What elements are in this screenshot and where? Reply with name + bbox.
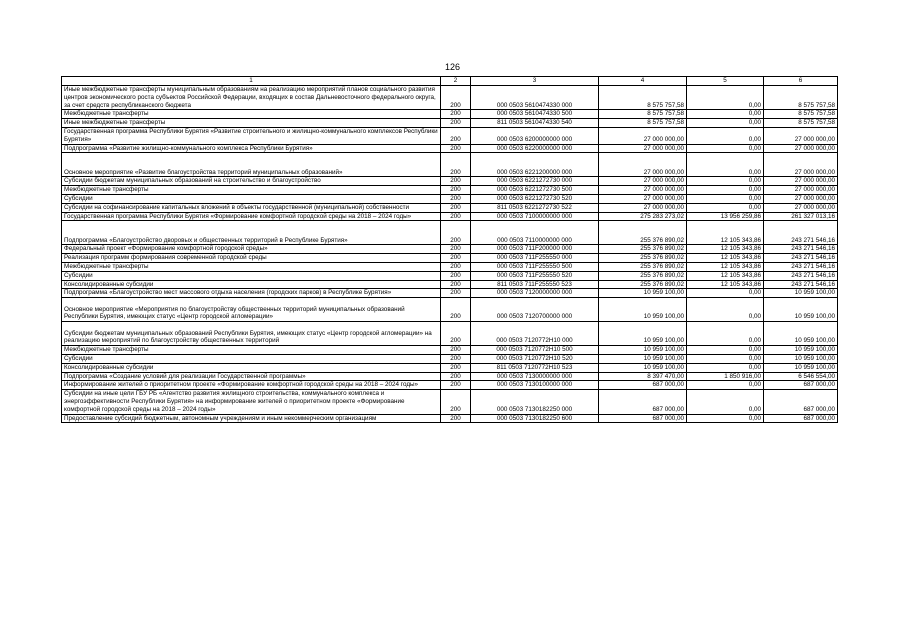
row-remaining-amount: 8 575 757,58 — [764, 110, 838, 119]
table-row — [62, 372, 838, 381]
row-admin-code: 200 — [441, 381, 471, 390]
row-name: Подпрограмма «Благоустройство мест массового отдыха населения (городских парков) в Республике Бурятия» — [62, 289, 441, 298]
row-budget-code: 000 0503 7130182250 600 — [471, 414, 599, 423]
row-remaining-amount: 10 959 100,00 — [764, 354, 838, 363]
row-budget-code: 000 0503 711F255550 500 — [471, 262, 599, 271]
row-admin-code: 200 — [441, 194, 471, 203]
column-header-2: 2 — [441, 77, 471, 86]
budget-table — [61, 76, 838, 423]
row-admin-code: 200 — [441, 245, 471, 254]
row-approved-amount: 255 376 890,02 — [599, 254, 687, 263]
row-approved-amount: 27 000 000,00 — [599, 186, 687, 195]
row-approved-amount: 10 959 100,00 — [599, 346, 687, 355]
row-executed-amount: 0,00 — [687, 354, 764, 363]
row-name: Межбюджетные трансферты — [62, 186, 441, 195]
row-name: Межбюджетные трансферты — [62, 110, 441, 119]
row-admin-code: 200 — [441, 414, 471, 423]
row-approved-amount: 687 000,00 — [599, 414, 687, 423]
row-name: Информирование жителей о приоритетном проекте «Формирование комфортной городской среды на 2018 – 2024 годы» — [62, 381, 441, 390]
row-admin-code: 200 — [441, 372, 471, 381]
row-executed-amount: 0,00 — [687, 144, 764, 153]
table-row — [62, 322, 838, 346]
row-remaining-amount: 10 959 100,00 — [764, 289, 838, 298]
row-name: Консолидированные субсидии — [62, 280, 441, 289]
row-remaining-amount: 27 000 000,00 — [764, 127, 838, 144]
table-body — [62, 86, 838, 423]
row-budget-code: 000 0503 6221200000 000 — [471, 153, 599, 177]
row-executed-amount: 12 105 343,86 — [687, 271, 764, 280]
row-executed-amount: 12 105 343,86 — [687, 262, 764, 271]
row-budget-code: 000 0503 6221272730 500 — [471, 186, 599, 195]
row-budget-code: 811 0503 6221272730 522 — [471, 203, 599, 212]
row-remaining-amount: 687 000,00 — [764, 381, 838, 390]
row-executed-amount: 0,00 — [687, 186, 764, 195]
row-approved-amount: 10 959 100,00 — [599, 363, 687, 372]
row-approved-amount: 687 000,00 — [599, 381, 687, 390]
table-row — [62, 346, 838, 355]
row-executed-amount: 0,00 — [687, 194, 764, 203]
row-remaining-amount: 687 000,00 — [764, 390, 838, 414]
row-executed-amount: 12 105 343,86 — [687, 245, 764, 254]
row-remaining-amount: 243 271 546,16 — [764, 262, 838, 271]
row-executed-amount: 13 956 259,86 — [687, 212, 764, 221]
row-executed-amount: 0,00 — [687, 390, 764, 414]
row-approved-amount: 27 000 000,00 — [599, 177, 687, 186]
table-row — [62, 177, 838, 186]
row-approved-amount: 8 397 470,00 — [599, 372, 687, 381]
row-budget-code: 811 0503 7120772H10 523 — [471, 363, 599, 372]
row-name: Государственная программа Республики Бурятия «Развитие строительного и жилищно-коммунального комплексов Республики Бурятия» — [62, 127, 441, 144]
row-executed-amount: 0,00 — [687, 346, 764, 355]
row-name: Реализация программ формирования современной городской среды — [62, 254, 441, 263]
row-remaining-amount: 10 959 100,00 — [764, 322, 838, 346]
row-admin-code: 200 — [441, 186, 471, 195]
row-remaining-amount: 27 000 000,00 — [764, 177, 838, 186]
row-remaining-amount: 8 575 757,58 — [764, 86, 838, 110]
row-executed-amount: 0,00 — [687, 127, 764, 144]
row-approved-amount: 255 376 890,02 — [599, 262, 687, 271]
table-row — [62, 194, 838, 203]
row-name: Консолидированные субсидии — [62, 363, 441, 372]
row-admin-code: 200 — [441, 262, 471, 271]
row-remaining-amount: 27 000 000,00 — [764, 194, 838, 203]
row-remaining-amount: 243 271 546,16 — [764, 221, 838, 245]
row-executed-amount: 12 105 343,86 — [687, 280, 764, 289]
row-executed-amount: 12 105 343,86 — [687, 254, 764, 263]
row-name: Субсидии на иные цели ГБУ РБ «Агентство развития жилищного строительства, коммунального комплекса и энергоэффективности Республики Бурятия» на информирование жителей о приоритетном проекте «Формирование комфортной городской среды на 2018 – 2024 годы» — [62, 390, 441, 414]
row-admin-code: 200 — [441, 289, 471, 298]
table-row — [62, 245, 838, 254]
row-name: Субсидии бюджетам муниципальных образований Республики Бурятия, имеющих статус «Центр городской агломерации» на реализацию мероприятий по благоустройству общественных территорий — [62, 322, 441, 346]
row-budget-code: 000 0503 7120772H10 520 — [471, 354, 599, 363]
row-remaining-amount: 687 000,00 — [764, 414, 838, 423]
row-remaining-amount: 243 271 546,16 — [764, 271, 838, 280]
row-name: Подпрограмма «Благоустройство дворовых и общественных территорий в Республике Бурятия» — [62, 221, 441, 245]
row-executed-amount: 0,00 — [687, 86, 764, 110]
row-name: Иные межбюджетные трансферты муниципальным образованиям на реализацию мероприятий планов социального развития центров экономического роста субъектов Российской Федерации, входящих в состав Дальневосточного федерального округа, за счет средств республиканского бюджета — [62, 86, 441, 110]
row-executed-amount: 12 105 343,86 — [687, 221, 764, 245]
table-row — [62, 144, 838, 153]
row-approved-amount: 8 575 757,58 — [599, 86, 687, 110]
table-row — [62, 280, 838, 289]
row-name: Межбюджетные трансферты — [62, 346, 441, 355]
row-budget-code: 000 0503 6221272730 520 — [471, 194, 599, 203]
row-admin-code: 200 — [441, 254, 471, 263]
table-row — [62, 127, 838, 144]
row-budget-code: 000 0503 7130000000 000 — [471, 372, 599, 381]
row-approved-amount: 27 000 000,00 — [599, 153, 687, 177]
row-approved-amount: 275 283 273,02 — [599, 212, 687, 221]
row-executed-amount: 0,00 — [687, 110, 764, 119]
table-row — [62, 119, 838, 128]
table-row — [62, 153, 838, 177]
table-row — [62, 110, 838, 119]
row-name: Основное мероприятие «Развитие благоустройства территорий муниципальных образований» — [62, 153, 441, 177]
row-approved-amount: 255 376 890,02 — [599, 245, 687, 254]
row-admin-code: 200 — [441, 271, 471, 280]
column-header-5: 5 — [687, 77, 764, 86]
row-name: Государственная программа Республики Бурятия «Формирование комфортной городской среды на 2018 – 2024 годы» — [62, 212, 441, 221]
column-header-4: 4 — [599, 77, 687, 86]
row-admin-code: 200 — [441, 177, 471, 186]
row-remaining-amount: 6 546 554,00 — [764, 372, 838, 381]
row-remaining-amount: 243 271 546,16 — [764, 245, 838, 254]
row-approved-amount: 27 000 000,00 — [599, 203, 687, 212]
row-executed-amount: 0,00 — [687, 203, 764, 212]
row-budget-code: 000 0503 711F255550 000 — [471, 254, 599, 263]
table-row — [62, 363, 838, 372]
row-remaining-amount: 8 575 757,58 — [764, 119, 838, 128]
row-budget-code: 000 0503 5610474330 000 — [471, 86, 599, 110]
row-name: Субсидии — [62, 271, 441, 280]
row-executed-amount: 0,00 — [687, 119, 764, 128]
row-admin-code: 200 — [441, 110, 471, 119]
row-approved-amount: 27 000 000,00 — [599, 144, 687, 153]
row-admin-code: 200 — [441, 144, 471, 153]
row-name: Предоставление субсидий бюджетным, автономным учреждениям и иным некоммерческим организациям — [62, 414, 441, 423]
column-header-1: 1 — [62, 77, 441, 86]
table-row — [62, 271, 838, 280]
row-budget-code: 000 0503 7110000000 000 — [471, 221, 599, 245]
table-header-row — [62, 77, 838, 86]
row-remaining-amount: 10 959 100,00 — [764, 298, 838, 322]
row-budget-code: 811 0503 5610474330 540 — [471, 119, 599, 128]
row-budget-code: 000 0503 7120772H10 500 — [471, 346, 599, 355]
row-name: Субсидии — [62, 354, 441, 363]
table-row — [62, 203, 838, 212]
table-row — [62, 298, 838, 322]
row-admin-code: 200 — [441, 127, 471, 144]
row-budget-code: 000 0503 7100000000 000 — [471, 212, 599, 221]
row-admin-code: 200 — [441, 119, 471, 128]
row-admin-code: 200 — [441, 390, 471, 414]
row-remaining-amount: 10 959 100,00 — [764, 363, 838, 372]
row-admin-code: 200 — [441, 221, 471, 245]
row-approved-amount: 10 959 100,00 — [599, 298, 687, 322]
row-approved-amount: 8 575 757,58 — [599, 119, 687, 128]
row-approved-amount: 10 959 100,00 — [599, 322, 687, 346]
table-row — [62, 289, 838, 298]
row-admin-code: 200 — [441, 363, 471, 372]
row-budget-code: 000 0503 7130100000 000 — [471, 381, 599, 390]
column-header-3: 3 — [471, 77, 599, 86]
row-name: Подпрограмма «Создание условий для реализации Государственной программы» — [62, 372, 441, 381]
row-approved-amount: 27 000 000,00 — [599, 127, 687, 144]
table-row — [62, 381, 838, 390]
row-name: Федеральный проект «Формирование комфортной городской среды» — [62, 245, 441, 254]
row-name: Субсидии — [62, 194, 441, 203]
table-row — [62, 86, 838, 110]
row-admin-code: 200 — [441, 86, 471, 110]
row-remaining-amount: 27 000 000,00 — [764, 203, 838, 212]
row-admin-code: 200 — [441, 322, 471, 346]
row-budget-code: 000 0503 6220000000 000 — [471, 144, 599, 153]
row-budget-code: 000 0503 7120700000 000 — [471, 298, 599, 322]
row-budget-code: 000 0503 7130182250 000 — [471, 390, 599, 414]
row-executed-amount: 0,00 — [687, 289, 764, 298]
row-budget-code: 000 0503 7120772H10 000 — [471, 322, 599, 346]
row-executed-amount: 0,00 — [687, 322, 764, 346]
row-name: Субсидии на софинансирование капитальных вложений в объекты государственной (муниципальной) собственности — [62, 203, 441, 212]
table-row — [62, 212, 838, 221]
row-admin-code: 200 — [441, 153, 471, 177]
table-row — [62, 254, 838, 263]
table-row — [62, 414, 838, 423]
row-budget-code: 000 0503 6221272730 000 — [471, 177, 599, 186]
row-remaining-amount: 27 000 000,00 — [764, 186, 838, 195]
row-admin-code: 200 — [441, 354, 471, 363]
row-executed-amount: 0,00 — [687, 381, 764, 390]
table-row — [62, 221, 838, 245]
row-approved-amount: 10 959 100,00 — [599, 354, 687, 363]
row-admin-code: 200 — [441, 280, 471, 289]
table-row — [62, 262, 838, 271]
row-approved-amount: 8 575 757,58 — [599, 110, 687, 119]
table-row — [62, 354, 838, 363]
row-executed-amount: 0,00 — [687, 177, 764, 186]
page-number: 126 — [444, 62, 461, 72]
table-row — [62, 390, 838, 414]
row-remaining-amount: 243 271 546,16 — [764, 280, 838, 289]
row-budget-code: 000 0503 711F255550 520 — [471, 271, 599, 280]
row-executed-amount: 0,00 — [687, 153, 764, 177]
row-budget-code: 000 0503 5610474330 500 — [471, 110, 599, 119]
table-row — [62, 186, 838, 195]
row-admin-code: 200 — [441, 212, 471, 221]
row-budget-code: 000 0503 711F200000 000 — [471, 245, 599, 254]
row-name: Подпрограмма «Развитие жилищно-коммунального комплекса Республики Бурятия» — [62, 144, 441, 153]
row-approved-amount: 255 376 890,02 — [599, 221, 687, 245]
row-admin-code: 200 — [441, 203, 471, 212]
row-approved-amount: 27 000 000,00 — [599, 194, 687, 203]
row-remaining-amount: 261 327 013,16 — [764, 212, 838, 221]
row-admin-code: 200 — [441, 346, 471, 355]
row-remaining-amount: 243 271 546,16 — [764, 254, 838, 263]
row-name: Иные межбюджетные трансферты — [62, 119, 441, 128]
row-budget-code: 811 0503 711F255550 523 — [471, 280, 599, 289]
row-admin-code: 200 — [441, 298, 471, 322]
row-executed-amount: 1 850 916,00 — [687, 372, 764, 381]
row-budget-code: 000 0503 7120000000 000 — [471, 289, 599, 298]
row-name: Межбюджетные трансферты — [62, 262, 441, 271]
row-remaining-amount: 10 959 100,00 — [764, 346, 838, 355]
row-name: Субсидии бюджетам муниципальных образований на строительство и благоустройство — [62, 177, 441, 186]
row-budget-code: 000 0503 6200000000 000 — [471, 127, 599, 144]
row-name: Основное мероприятие «Мероприятия по благоустройству общественных территорий муниципальных образований Республики Бурятия, имеющих статус «Центр городской агломерации» — [62, 298, 441, 322]
column-header-6: 6 — [764, 77, 838, 86]
row-approved-amount: 255 376 890,02 — [599, 280, 687, 289]
row-executed-amount: 0,00 — [687, 414, 764, 423]
row-approved-amount: 255 376 890,02 — [599, 271, 687, 280]
row-approved-amount: 10 959 100,00 — [599, 289, 687, 298]
row-executed-amount: 0,00 — [687, 298, 764, 322]
row-approved-amount: 687 000,00 — [599, 390, 687, 414]
row-remaining-amount: 27 000 000,00 — [764, 144, 838, 153]
row-executed-amount: 0,00 — [687, 363, 764, 372]
row-remaining-amount: 27 000 000,00 — [764, 153, 838, 177]
